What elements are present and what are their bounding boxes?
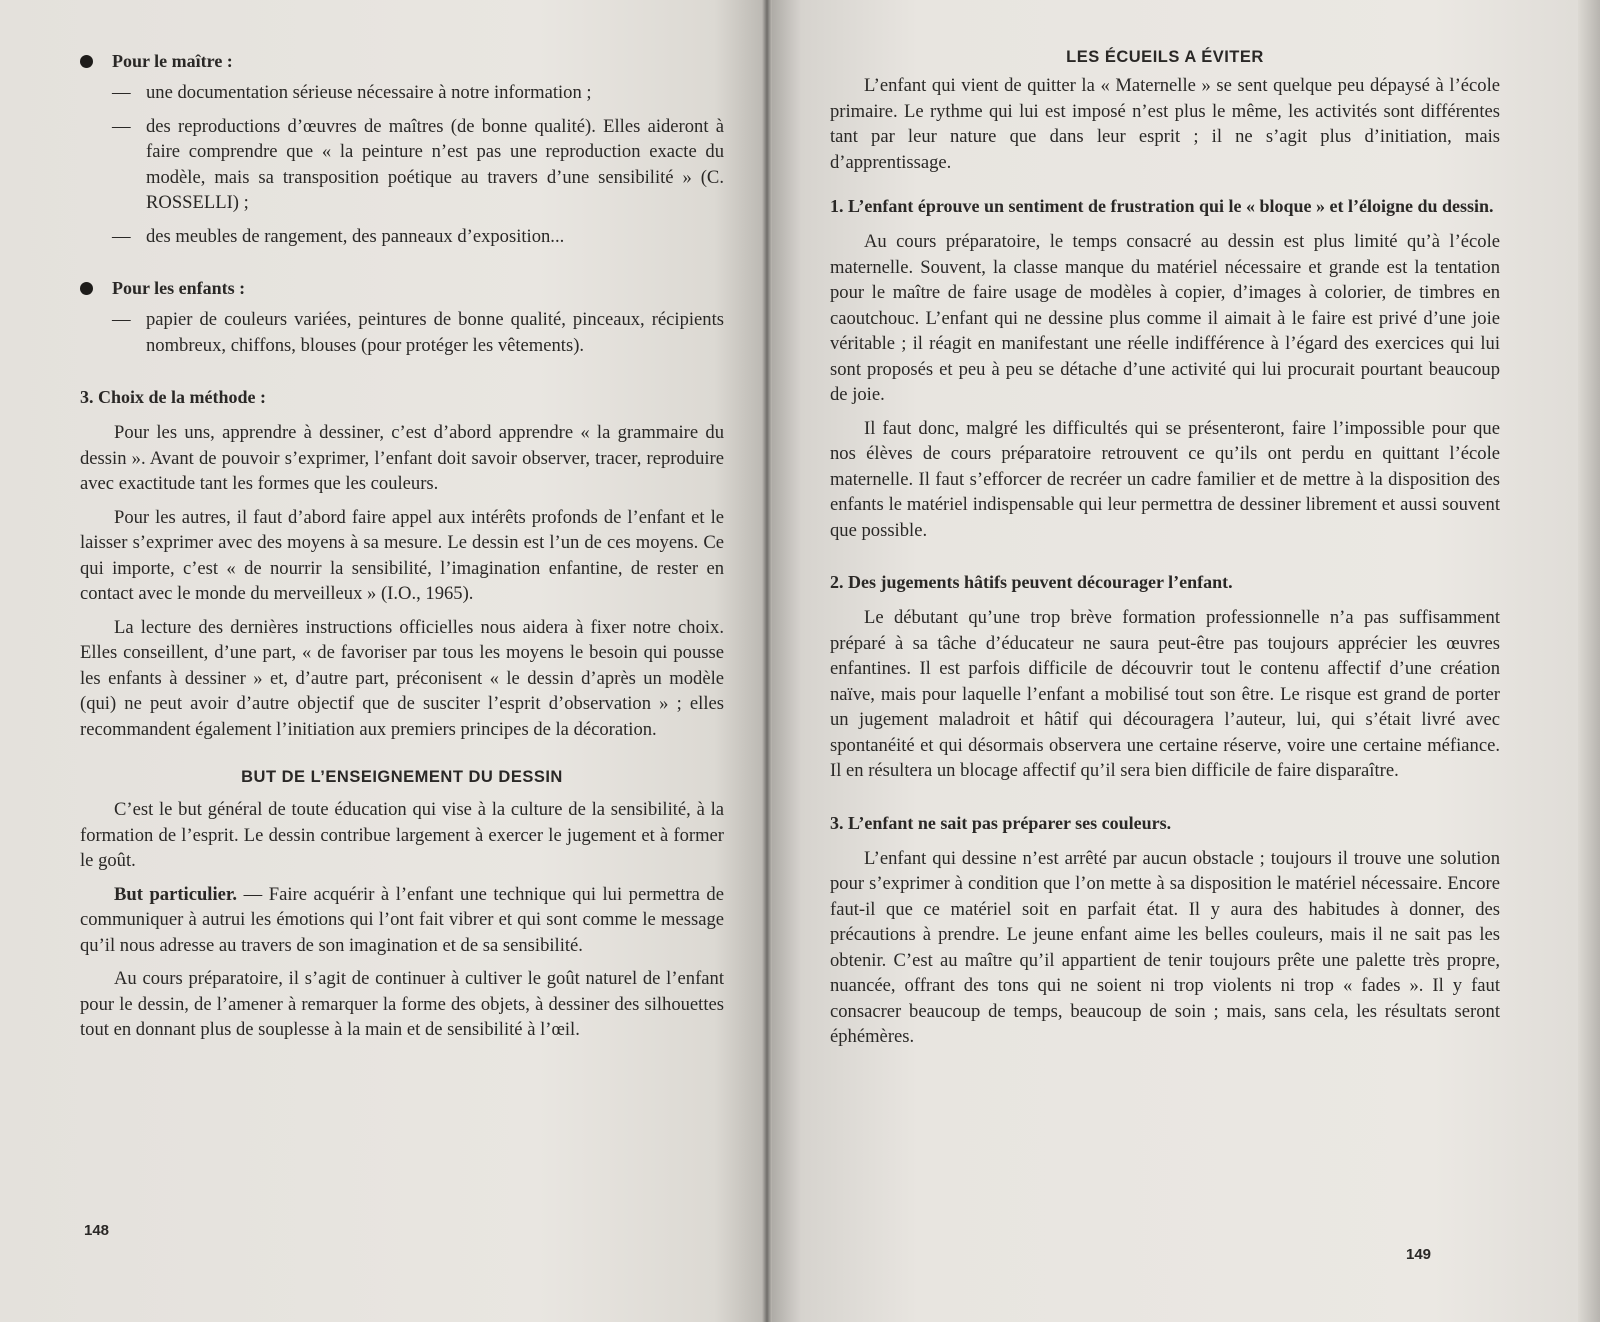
goal-title: BUT DE L’ENSEIGNEMENT DU DESSIN	[241, 768, 563, 786]
children-heading: Pour les enfants :	[80, 275, 724, 301]
run-in-label: But particulier.	[114, 883, 238, 905]
book-gutter	[762, 0, 772, 1322]
paragraph: Le débutant qu’une trop brève formation professionnelle n’a pas suffisamment préparé à sa tâche d’éducateur ne saura peut-être pas toujours apprécier les œuvres enfantines. Il est parfois difficile de découvrir tout le contenu affectif d’une création naïve, mais pour laquelle l’enfant a mobilisé tout son être. Le risque est grand de porter un jugement maladroit et hâtif qui découragera l’auteur, lui, qui s’était livré avec spontanéité et qui désormais observera une certaine réserve, voire une certaine méfiance. Il en résultera un blocage affectif qu’il sera bien difficile de faire disparaître.	[830, 607, 1500, 781]
paragraph: L’enfant qui vient de quitter la « Maternelle » se sent quelque peu dépaysé à l’école primaire. Le rythme qui lui est imposé n’est plus le même, les activités sont différentes tant par leur nature que dans leur esprit ; il ne s’agit plus d’initiation, mais d’apprentissage.	[830, 75, 1500, 173]
list-item: — papier de couleurs variées, peintures de bonne qualité, pinceaux, récipients nombreux, chiffons, blouses (pour protéger les vêtements).	[112, 309, 724, 356]
bullet-icon	[80, 282, 93, 295]
paragraph: Il faut donc, malgré les difficultés qui se présenteront, faire l’impossible pour que nos élèves de cours préparatoire retrouvent ce qu’ils ont perdu en quittant l’école maternelle. Il faut s’efforcer de recréer un cadre familier et de mettre à la disposition des enfants le matériel indispensable qui leur permettra de dessiner librement et aussi souvent que possible.	[830, 417, 1500, 541]
paragraph: Pour les uns, apprendre à dessiner, c’est d’abord apprendre « la grammaire du dessin ». Avant de pouvoir s’exprimer, l’enfant doit savoir observer, tracer, reproduire avec exactitude tant les formes que les couleurs.	[80, 422, 724, 494]
page-edge	[1578, 0, 1600, 1322]
bullet-icon	[80, 55, 93, 68]
paragraph: But particulier. — Faire acquérir à l’enfant une technique qui lui permettra de communiquer à autrui les émotions qui l’ont fait vibrer et qui sont comme le message qu’il nous adresse au travers de son imagination et de sa sensibilité.	[80, 883, 724, 956]
section-title: 1. L’enfant éprouve un sentiment de frustration qui le « bloque » et l’éloigne du dessin.	[830, 196, 1494, 216]
teacher-heading: Pour le maître :	[80, 48, 724, 74]
list-item: — des reproductions d’œuvres de maîtres (de bonne qualité). Elles aideront à faire comprendre que « la peinture n’est pas une reproduction exacte du modèle, mais sa transposition poétique au travers d’une sensibilité » (C. ROSSELLI) ;	[112, 115, 724, 213]
page-title: LES ÉCUEILS A ÉVITER	[1066, 48, 1264, 66]
right-page	[768, 0, 1600, 1322]
list-item: — des meubles de rangement, des panneaux d’exposition...	[112, 225, 565, 247]
paragraph: Pour les autres, il faut d’abord faire appel aux intérêts profonds de l’enfant et le laisser s’exprimer avec des moyens à sa mesure. Le dessin est l’un de ces moyens. Ce qui importe, c’est « de nourrir la sensibilité, l’imagination enfantine, de rester en contact avec le monde du merveilleux » (I.O., 1965).	[80, 506, 724, 604]
paragraph: Au cours préparatoire, le temps consacré au dessin est plus limité qu’à l’école maternelle. Souvent, la classe manque du matériel nécessaire et grande est la tentation pour le maître de faire usage de modèles à copier, d’images à colorier, de timbres en caoutchouc. L’enfant qui ne dessine plus comme il aimait à le faire est privé d’une joie véritable ; il réagit en manifestant une réelle indifférence à l’égard des exercices qui lui sont proposés et peu à peu se détache d’une activité qui lui procurait pourtant beaucoup de joie.	[830, 231, 1500, 405]
paragraph: La lecture des dernières instructions officielles nous aidera à fixer notre choix. Elles conseillent, d’une part, « de favoriser par tous les moyens le besoin qui pousse les enfants à dessiner » et, d’autre part, préconisent « le dessin d’après un modèle (qui) ne peut avoir d’autre objectif que de susciter l’esprit d’observation » ; elles recommandent également l’initiation aux premiers principes de la décoration.	[80, 616, 724, 740]
paragraph: Au cours préparatoire, il s’agit de continuer à cultiver le goût naturel de l’enfant pour le dessin, de l’amener à remarquer la forme des objets, à dessiner des silhouettes tout en donnant plus de souplesse à la main et de sensibilité à l’œil.	[80, 968, 724, 1040]
section-title: 2. Des jugements hâtifs peuvent décourager l’enfant.	[830, 572, 1233, 592]
page-number: 149	[1406, 1246, 1432, 1263]
paragraph: L’enfant qui dessine n’est arrêté par aucun obstacle ; toujours il trouve une solution pour s’exprimer à condition que l’on mette à sa disposition le matériel nécessaire. Encore faut-il que ce matériel soit en parfait état. Il y aura des habitudes à donner, des précautions à prendre. Le jeune enfant aime les belles couleurs, mais il ne sait pas les obtenir. C’est au maître qu’il appartient de tenir toujours prête une palette très propre, nuancée, offrant des tons qui ne soient ni trop violents ni trop « fades ». Il y faut consacrer beaucoup de temps, beaucoup de soin ; mais, sans cela, les résultats seront éphémères.	[830, 847, 1500, 1047]
page-number: 148	[84, 1222, 110, 1239]
list-item: — une documentation sérieuse nécessaire à notre information ;	[112, 82, 592, 103]
method-title: 3. Choix de la méthode :	[80, 387, 266, 407]
left-page	[0, 0, 768, 1322]
section-title: 3. L’enfant ne sait pas préparer ses couleurs.	[830, 812, 1172, 833]
paragraph: C’est le but général de toute éducation qui vise à la culture de la sensibilité, à la formation de l’esprit. Le dessin contribue largement à exercer le jugement et à former le goût.	[80, 799, 724, 871]
